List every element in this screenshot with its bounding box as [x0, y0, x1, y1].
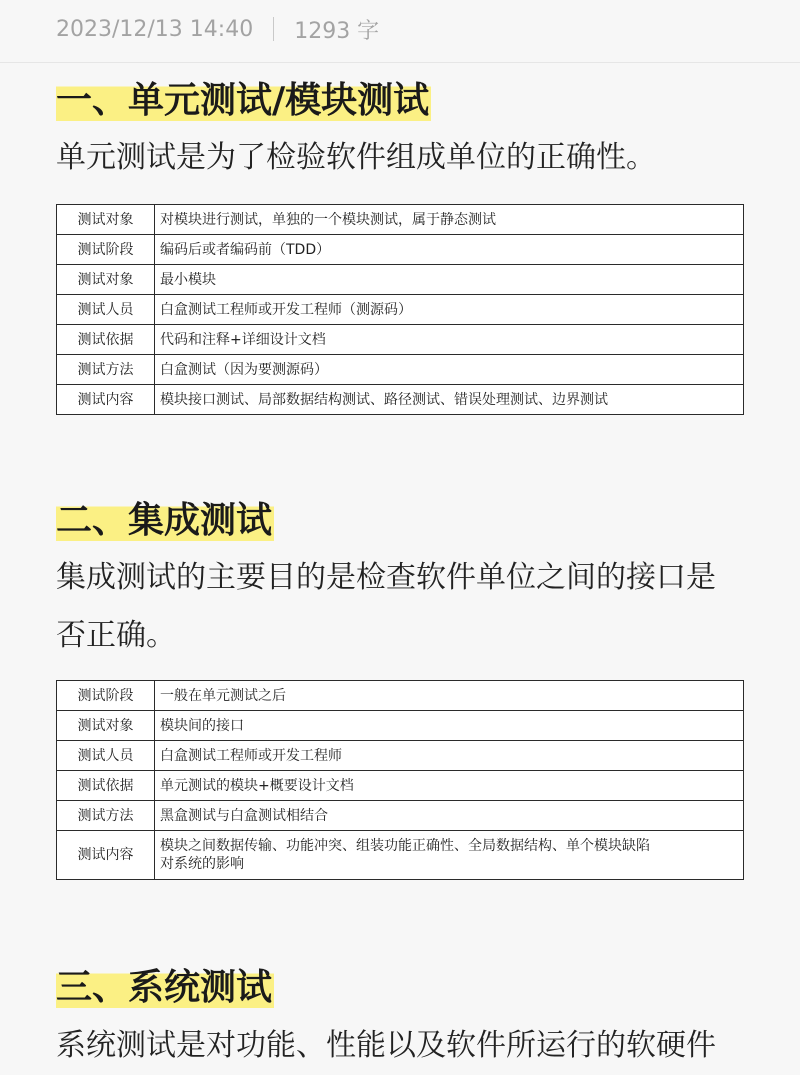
- note-word-count: 1293 字: [294, 18, 380, 44]
- table-key-cell: 测试依据: [57, 325, 155, 355]
- paragraph-line: 集成测试的主要目的是检查软件单位之间的接口是: [56, 560, 716, 595]
- table-value-cell: 模块间的接口: [155, 711, 744, 741]
- table-row: [57, 265, 744, 295]
- table-value-cell: 一般在单元测试之后: [155, 681, 744, 711]
- table-key-cell: 测试方法: [57, 801, 155, 831]
- table-value-line: 对系统的影响: [160, 856, 244, 872]
- paragraph-line: 否正确。: [56, 618, 176, 653]
- table-row: [57, 741, 744, 771]
- table-value-cell: 白盒测试工程师或开发工程师: [155, 741, 744, 771]
- section-paragraph-system-test: 系统测试是对功能、性能以及软件所运行的软硬件: [56, 1028, 716, 1063]
- table-row: [57, 681, 744, 711]
- table-row: [57, 205, 744, 235]
- table-row: [57, 801, 744, 831]
- table-row: [57, 711, 744, 741]
- section-heading-system-test: 三、系统测试: [56, 965, 274, 1011]
- table-row: [57, 831, 744, 880]
- table-value-cell: 编码后或者编码前（TDD）: [155, 235, 744, 265]
- table-value-cell: 对模块进行测试，单独的一个模块测试，属于静态测试: [155, 205, 744, 235]
- table-row: [57, 235, 744, 265]
- table-value-cell: 最小模块: [155, 265, 744, 295]
- table-row: [57, 295, 744, 325]
- section-paragraph-unit-test: 单元测试是为了检验软件组成单位的正确性。: [56, 140, 656, 175]
- table-key-cell: 测试方法: [57, 355, 155, 385]
- header-divider: [0, 62, 800, 63]
- section-heading-integration-test: 二、集成测试: [56, 498, 274, 544]
- section-paragraph-integration-test: [56, 549, 756, 665]
- section-heading-unit-test: 一、单元测试/模块测试: [56, 78, 431, 124]
- table-key-cell: 测试对象: [57, 265, 155, 295]
- table-key-cell: 测试人员: [57, 741, 155, 771]
- table-key-cell: 测试内容: [57, 831, 155, 880]
- table-value-line: 模块之间数据传输、功能冲突、组装功能正确性、全局数据结构、单个模块缺陷: [160, 838, 650, 854]
- table-key-cell: 测试对象: [57, 205, 155, 235]
- note-meta: [56, 12, 379, 46]
- meta-divider: [273, 17, 274, 41]
- table-row: [57, 771, 744, 801]
- table-row: [57, 385, 744, 415]
- table-value-cell: 白盒测试工程师或开发工程师（测源码）: [155, 295, 744, 325]
- table-key-cell: 测试依据: [57, 771, 155, 801]
- table-row: [57, 355, 744, 385]
- integration-test-table: [56, 680, 744, 880]
- table-key-cell: 测试对象: [57, 711, 155, 741]
- table-value-cell: 黑盒测试与白盒测试相结合: [155, 801, 744, 831]
- table-key-cell: 测试阶段: [57, 235, 155, 265]
- table-value-cell: 白盒测试（因为要测源码）: [155, 355, 744, 385]
- table-value-cell: 代码和注释+详细设计文档: [155, 325, 744, 355]
- table-value-cell: [155, 831, 744, 880]
- table-key-cell: 测试人员: [57, 295, 155, 325]
- table-value-cell: 单元测试的模块+概要设计文档: [155, 771, 744, 801]
- table-key-cell: 测试内容: [57, 385, 155, 415]
- unit-test-table: [56, 204, 744, 415]
- table-key-cell: 测试阶段: [57, 681, 155, 711]
- table-value-cell: 模块接口测试、局部数据结构测试、路径测试、错误处理测试、边界测试: [155, 385, 744, 415]
- table-row: [57, 325, 744, 355]
- note-date: 2023/12/13 14:40: [56, 16, 254, 42]
